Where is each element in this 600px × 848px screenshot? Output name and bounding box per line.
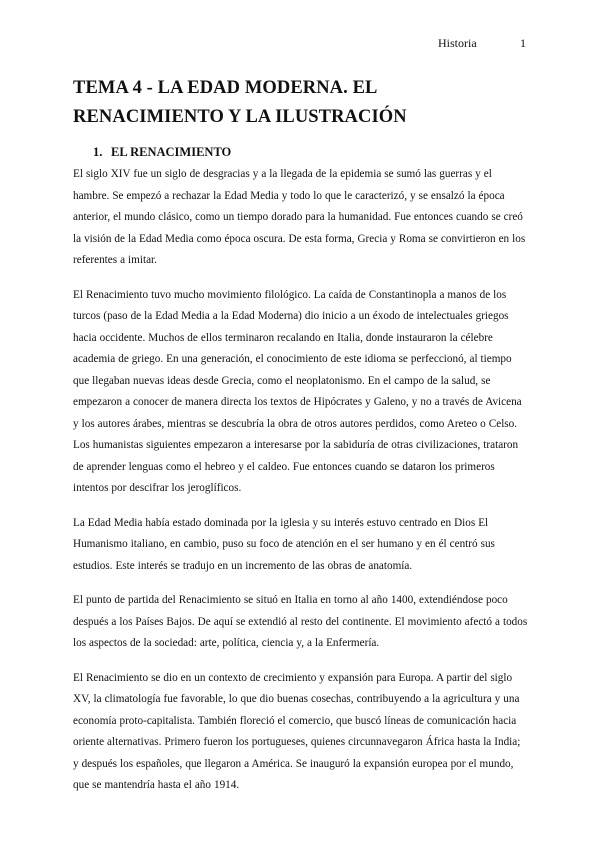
paragraph-5: El Renacimiento se dio en un contexto de crecimiento y expansión para Europa. A partir del siglo XV, la climatología fue favorable, lo que dio buenas cosechas, contribuyendo a la agricultura y una economía proto-capitalista. También floreció el comercio, que buscó líneas de comunicación hacia oriente alternativas. Primero fueron los portugueses, quienes circunnavegaron África hasta la India; y después los españoles, que llegaron a América. Se inauguró la expansión europea por el mundo, que se mantendría hasta el año 1914. (73, 671, 521, 791)
paragraph-2: El Renacimiento tuvo mucho movimiento filológico. La caída de Constantinopla a manos de los turcos (paso de la Edad Media a la Edad Moderna) dio inicio a un éxodo de intelectuales griegos hacia occidente. Muchos de ellos terminaron recalando en Italia, donde instauraron la célebre academia de griego. En una generación, el conocimiento de este idioma se perfeccionó, al tiempo que llegaban nuevas ideas desde Grecia, como el neoplatonismo. En el campo de la salud, se empezaron a conocer de manera directa los textos de Hipócrates y Galeno, y no a través de Avicena y los autores árabes, mientras se descubría la obra de otros autores perdidos, como Areteo o Celso. Los humanistas siguientes empezaron a interesarse por la sabiduría de otras civilizaciones, trataron de aprender lenguas como el hebreo y el caldeo. Fue entonces cuando se dataron los primeros intentos por descifrar los jeroglíficos. (73, 288, 522, 494)
document-title (73, 74, 528, 132)
section-title: EL RENACIMIENTO (111, 145, 232, 159)
section-number: 1. (93, 145, 103, 159)
page-header (0, 36, 600, 54)
section-heading (93, 144, 528, 160)
title-line-1: TEMA 4 - LA EDAD MODERNA. EL (73, 78, 378, 98)
header-subject: Historia (438, 36, 477, 50)
page-number: 1 (520, 36, 526, 50)
paragraph-3: La Edad Media había estado dominada por la iglesia y su interés estuvo centrado en Dios El Humanismo italiano, en cambio, puso su foco de atención en el ser humano y en él centró sus estudios. Este interés se tradujo en un incremento de las obras de anatomía. (73, 516, 495, 572)
title-line-2: RENACIMIENTO Y LA ILUSTRACIÓN (73, 107, 407, 127)
paragraph-4: El punto de partida del Renacimiento se situó en Italia en torno al año 1400, extendiéndose poco después a los Países Bajos. De aquí se extendió al resto del continente. El movimiento afectó a todos los aspectos de la sociedad: arte, política, ciencia y, a la Enfermería. (73, 594, 528, 649)
document-body (73, 74, 528, 810)
paragraph-1: El siglo XIV fue un siglo de desgracias y a la llegada de la epidemia se sumó las guerras y el hambre. Se empezó a rechazar la Edad Media y todo lo que le caracterizó, y se ensalzó la época anterior, el mundo clásico, como un tiempo dorado para la humanidad. Fue entonces cuando se creó la visión de la Edad Media como época oscura. De esta forma, Grecia y Roma se convirtieron en los referentes a imitar. (73, 168, 526, 266)
